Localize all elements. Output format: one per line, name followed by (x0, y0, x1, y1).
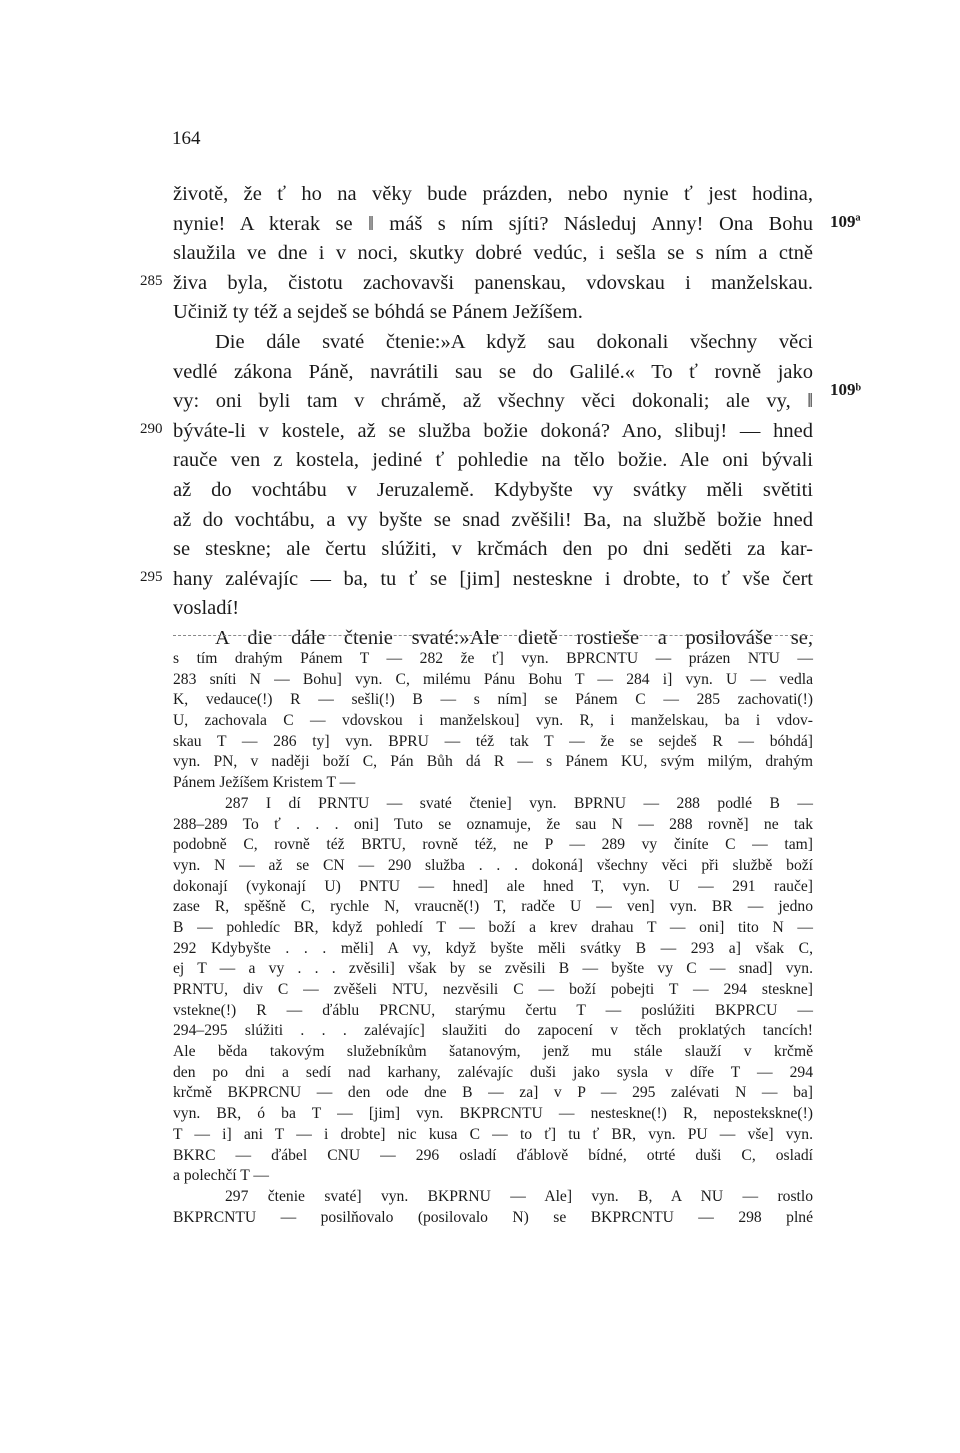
note-line: 288–289 To ť . . . oni] Tuto se oznamuje, že sau N — 288 rovně] ne tak (173, 815, 813, 833)
text-line: až do vochtábu, a vy byšte se snad zvěšili! Ba, na službě božie hned (173, 508, 813, 531)
note-line: 294–295 slúžiti . . . zalévajíc] slaužiti do zapocení v těch proklatých tancích! (173, 1022, 813, 1040)
text-line: Učiniž ty též a sejdeš se bóhdá se Pánem Ježíšem. (173, 301, 583, 324)
note-line: B — pohledíc BR, když pohledí T — boží a krev drahau T — oni] tito N — (173, 918, 813, 936)
note-line: K, vedauce(!) R — sešli(!) B — s ním] se Pánem C — 285 zachovati(!) (173, 691, 813, 709)
note-line: vyn. BR, ó ba T — [jim] vyn. BKPRCNTU — nesteskne(!) R, nepostekskne(!) (173, 1105, 813, 1123)
note-line: vyn. N — až se CN — 290 služba . . . dokoná] všechny věci při službě boží (173, 856, 813, 874)
text-line: nynie! A kterak se ‖ máš s ním sjíti? Následuj Anny! Ona Bohu (173, 212, 813, 235)
note-line: 292 Kdybyšte . . . měli] A vy, když byšte měli svátky B — 293 a] však C, (173, 939, 813, 957)
line-number: 290 (140, 421, 163, 437)
note-line: podobně C, rovně též BRTU, rovně též, ne P — 289 vy činíte C — tam] (173, 836, 813, 854)
note-line: Pánem Ježíšem Kristem T — (173, 774, 356, 792)
main-text (173, 180, 813, 654)
note-line: 297 čtenie svaté] vyn. BKPRNU — Ale] vyn. B, A NU — rostlo (225, 1187, 813, 1205)
note-line: 283 sníti N — Bohu] vyn. C, milému Pánu Bohu T — 284 i] vyn. U — vedla (173, 670, 813, 688)
note-line: Ale běda takovým služebníkům šatanovým, jenž mu stále slauží v krčmě (173, 1043, 813, 1061)
footnote-divider (173, 635, 813, 636)
note-line: ej T — a vy . . . zvěsili] však by se zvěsili B — byšte vy C — snad] vyn. (173, 960, 813, 978)
text-line: vy: oni byli tam v chrámě, až všechny věci dokonali; ale vy, ‖ (173, 390, 813, 413)
text-line: Die dále svaté čtenie:»A když sau dokonali všechny věci (215, 330, 813, 353)
text-line: A die dále čtenie svaté:»Ale dietě rostieše a posilováše se, (215, 626, 813, 649)
text-line: se steskne; ale čertu slúžiti, v krčmách den po dni seděti za kar- (173, 538, 813, 561)
note-line: zase R, spěšně C, rychle N, vraucně(!) T, radče U — ven] vyn. BR — jedno (173, 898, 813, 916)
folio-mark: 109ª (830, 212, 861, 231)
text-line: životě, že ť ho na věky bude prázden, nebo nynie ť jest hodina, (173, 183, 813, 205)
note-line: s tím drahým Pánem T — 282 že ť] vyn. BPRCNTU — prázen NTU — (173, 650, 813, 667)
text-line: až do vochtábu v Jeruzalemě. Kdybyšte vy svátky měli světiti (173, 478, 813, 501)
note-line: 287 I dí PRNTU — svaté čtenie] vyn. BPRNU — 288 podlé B — (225, 794, 813, 812)
note-line: BKPRCNTU — posilňovalo (posilovalo N) se BKPRCNTU — 298 plné (173, 1208, 813, 1226)
critical-apparatus (173, 649, 813, 1228)
page-number: 164 (172, 128, 201, 149)
text-line: slaužila ve dne i v noci, skutky dobré vedúc, i sešla se s ním a ctně (173, 242, 813, 265)
folio-mark: 109ᵇ (830, 380, 862, 399)
line-number: 285 (140, 273, 163, 289)
note-line: U, zachovala C — vdovskou i manželskou] vyn. R, i manželskau, ba i vdov- (173, 712, 813, 730)
note-line: den po dni a sedí nad karhany, zalévajíc duši jako sysla v díře T — 294 (173, 1063, 813, 1081)
note-line: vstekne(!) R — ďáblu PRCNU, starýmu čertu T — poslúžiti BKPRCU — (173, 1001, 813, 1019)
text-line: živa byla, čistotu zachovavši panenskau, vdovskau i manželskau. (173, 271, 813, 294)
note-line: a polechčí T — (173, 1167, 269, 1185)
note-line: skau T — 286 ty] vyn. BPRU — též tak T — že se sejdeš R — bóhdá] (173, 732, 813, 750)
note-line: T — i] ani T — i drobte] nic kusa C — to ť] tu ť BR, vyn. PU — vše] vyn. (173, 1125, 813, 1143)
note-line: vyn. PN, v naději boží C, Pán Bůh dá R — s Pánem KU, svým milým, drahým (173, 753, 813, 771)
text-line: hany zalévajíc — ba, tu ť se [jim] nesteskne i drobte, to ť vše čert (173, 567, 813, 590)
note-line: BKRC — ďábel CNU — 296 osladí ďáblově bídné, otrté duši C, osladí (173, 1146, 813, 1164)
text-line: rauče ven z kostela, jediné ť pohledie na tělo božie. Ale oni bývali (173, 449, 813, 472)
text-line: býváte-li v kostele, až se služba božie dokoná? Ano, slibuj! — hned (173, 419, 813, 442)
note-line: dokonají (vykonají U) PNTU — hned] ale hned T, vyn. U — 291 rauče] (173, 877, 813, 895)
note-line: krčmě BKPRCNU — den ode dne B — za] v P — 295 zalévati N — ba] (173, 1084, 813, 1102)
text-line: vedlé zákona Páně, navrátili sau se do Galilé.« To ť rovně jako (173, 360, 813, 383)
line-number: 295 (140, 569, 163, 585)
text-line: vosladí! (173, 597, 240, 620)
note-line: PRNTU, div C — zvěšeli NTU, nezvěsili C — boží pobejti T — 294 steskne] (173, 981, 813, 998)
